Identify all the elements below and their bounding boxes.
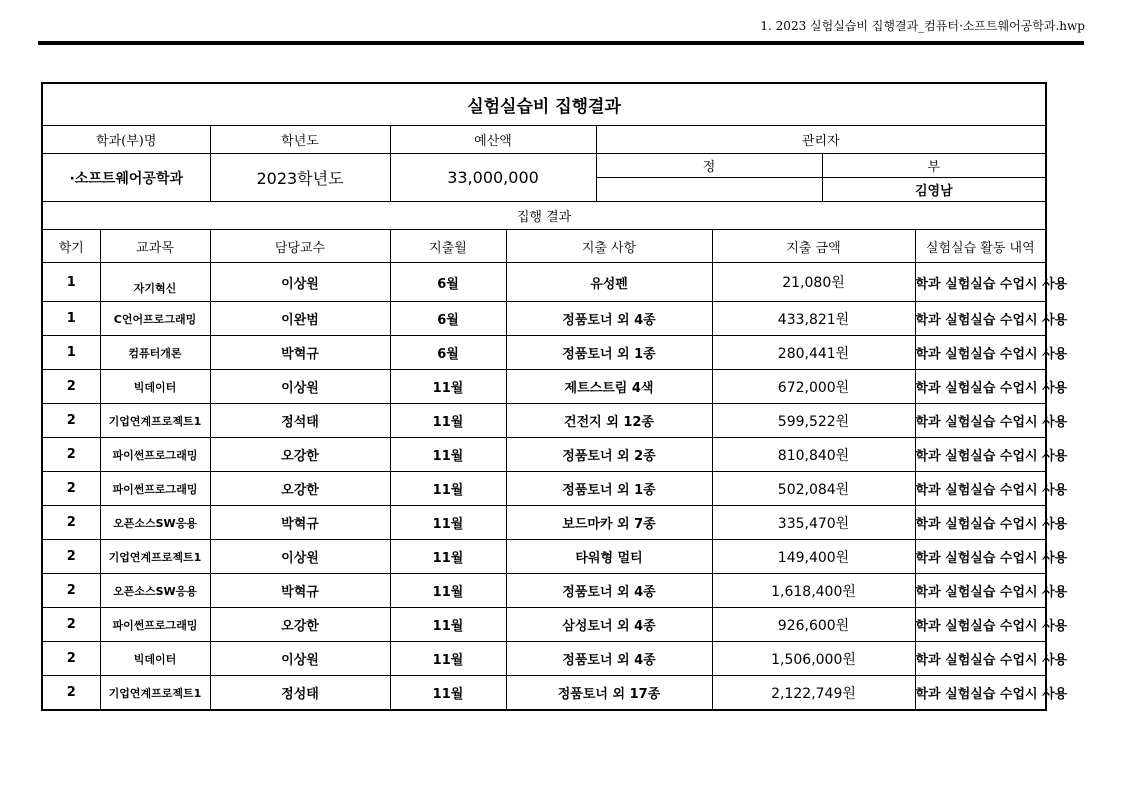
table-row <box>42 370 1046 404</box>
table-row <box>42 472 1046 506</box>
cell-course: 컴퓨터개론 <box>100 336 210 370</box>
cell-amount: 1,506,000원 <box>712 642 915 676</box>
cell-month: 11월 <box>390 506 506 540</box>
cell-month: 6월 <box>390 302 506 336</box>
table-row <box>42 676 1046 711</box>
table-row <box>42 302 1046 336</box>
cell-semester: 2 <box>42 438 100 472</box>
primary-manager-label: 정 <box>596 154 822 178</box>
deputy-manager-value: 김영남 <box>822 178 1046 202</box>
cell-semester: 2 <box>42 506 100 540</box>
col-activity: 실험실습 활동 내역 <box>915 230 1046 263</box>
cell-activity: 학과 실험실습 수업시 사용 <box>915 336 1046 370</box>
cell-professor: 오강한 <box>210 438 390 472</box>
deputy-manager-label: 부 <box>822 154 1046 178</box>
cell-activity: 학과 실험실습 수업시 사용 <box>915 370 1046 404</box>
column-header-row <box>42 230 1046 263</box>
cell-activity: 학과 실험실습 수업시 사용 <box>915 540 1046 574</box>
primary-manager-value <box>596 178 822 202</box>
table-row <box>42 642 1046 676</box>
cell-course: 파이썬프로그래밍 <box>100 472 210 506</box>
col-amount: 지출 금액 <box>712 230 915 263</box>
cell-activity: 학과 실험실습 수업시 사용 <box>915 642 1046 676</box>
cell-semester: 2 <box>42 540 100 574</box>
cell-course: 자기혁신 <box>100 263 210 302</box>
document-filename: 1. 2023 실험실습비 집행결과_컴퓨터·소프트웨어공학과.hwp <box>760 19 1085 33</box>
cell-activity: 학과 실험실습 수업시 사용 <box>915 302 1046 336</box>
cell-amount: 335,470원 <box>712 506 915 540</box>
cell-month: 11월 <box>390 540 506 574</box>
cell-month: 11월 <box>390 608 506 642</box>
cell-item: 정품토너 외 1종 <box>506 336 712 370</box>
cell-month: 11월 <box>390 574 506 608</box>
cell-activity: 학과 실험실습 수업시 사용 <box>915 676 1046 711</box>
cell-month: 6월 <box>390 336 506 370</box>
cell-amount: 1,618,400원 <box>712 574 915 608</box>
cell-item: 정품토너 외 17종 <box>506 676 712 711</box>
department-value: ·소프트웨어공학과 <box>42 154 210 202</box>
cell-semester: 2 <box>42 472 100 506</box>
cell-professor: 박혁규 <box>210 336 390 370</box>
cell-course: 파이썬프로그래밍 <box>100 438 210 472</box>
cell-semester: 2 <box>42 676 100 711</box>
cell-month: 11월 <box>390 370 506 404</box>
cell-amount: 433,821원 <box>712 302 915 336</box>
table-row <box>42 336 1046 370</box>
cell-activity: 학과 실험실습 수업시 사용 <box>915 574 1046 608</box>
table-row <box>42 263 1046 302</box>
col-professor: 담당교수 <box>210 230 390 263</box>
cell-item: 정품토너 외 1종 <box>506 472 712 506</box>
cell-semester: 2 <box>42 370 100 404</box>
cell-professor: 이완범 <box>210 302 390 336</box>
cell-activity: 학과 실험실습 수업시 사용 <box>915 506 1046 540</box>
cell-amount: 599,522원 <box>712 404 915 438</box>
cell-amount: 502,084원 <box>712 472 915 506</box>
cell-item: 정품토너 외 4종 <box>506 302 712 336</box>
cell-course: 기업연계프로젝트1 <box>100 404 210 438</box>
cell-professor: 이상원 <box>210 263 390 302</box>
cell-course: 빅데이터 <box>100 370 210 404</box>
cell-professor: 정성태 <box>210 676 390 711</box>
cell-amount: 810,840원 <box>712 438 915 472</box>
cell-professor: 오강한 <box>210 472 390 506</box>
year-value: 2023학년도 <box>210 154 390 202</box>
cell-item: 정품토너 외 2종 <box>506 438 712 472</box>
cell-semester: 2 <box>42 642 100 676</box>
cell-item: 타워형 멀티 <box>506 540 712 574</box>
cell-semester: 2 <box>42 404 100 438</box>
cell-amount: 149,400원 <box>712 540 915 574</box>
cell-course: 오픈소스SW응용 <box>100 574 210 608</box>
col-semester: 학기 <box>42 230 100 263</box>
cell-course: 빅데이터 <box>100 642 210 676</box>
cell-semester: 1 <box>42 336 100 370</box>
cell-activity: 학과 실험실습 수업시 사용 <box>915 438 1046 472</box>
cell-course: 기업연계프로젝트1 <box>100 676 210 711</box>
cell-course: 기업연계프로젝트1 <box>100 540 210 574</box>
cell-activity: 학과 실험실습 수업시 사용 <box>915 608 1046 642</box>
cell-semester: 2 <box>42 574 100 608</box>
cell-item: 제트스트림 4색 <box>506 370 712 404</box>
cell-month: 11월 <box>390 472 506 506</box>
cell-professor: 이상원 <box>210 370 390 404</box>
cell-professor: 이상원 <box>210 540 390 574</box>
cell-month: 11월 <box>390 642 506 676</box>
cell-activity: 학과 실험실습 수업시 사용 <box>915 404 1046 438</box>
cell-month: 11월 <box>390 676 506 711</box>
cell-amount: 672,000원 <box>712 370 915 404</box>
year-label: 학년도 <box>210 126 390 154</box>
table-row <box>42 540 1046 574</box>
cell-item: 건전지 외 12종 <box>506 404 712 438</box>
expense-report-table <box>41 82 1068 711</box>
col-item: 지출 사항 <box>506 230 712 263</box>
cell-item: 정품토너 외 4종 <box>506 642 712 676</box>
cell-item: 정품토너 외 4종 <box>506 574 712 608</box>
header-rule <box>38 41 1084 45</box>
cell-amount: 21,080원 <box>712 263 915 302</box>
cell-professor: 이상원 <box>210 642 390 676</box>
cell-professor: 박혁규 <box>210 506 390 540</box>
budget-value: 33,000,000 <box>390 154 596 202</box>
cell-professor: 정석태 <box>210 404 390 438</box>
col-month: 지출월 <box>390 230 506 263</box>
cell-month: 11월 <box>390 438 506 472</box>
cell-professor: 오강한 <box>210 608 390 642</box>
budget-label: 예산액 <box>390 126 596 154</box>
cell-activity: 학과 실험실습 수업시 사용 <box>915 263 1046 302</box>
table-row <box>42 404 1046 438</box>
cell-month: 11월 <box>390 404 506 438</box>
cell-course: 오픈소스SW응용 <box>100 506 210 540</box>
report-title: 실험실습비 집행결과 <box>42 83 1046 126</box>
cell-amount: 280,441원 <box>712 336 915 370</box>
section-title: 집행 결과 <box>42 202 1046 230</box>
cell-course: C언어프로그래밍 <box>100 302 210 336</box>
department-label: 학과(부)명 <box>42 126 210 154</box>
cell-course: 파이썬프로그래밍 <box>100 608 210 642</box>
cell-activity: 학과 실험실습 수업시 사용 <box>915 472 1046 506</box>
table-row <box>42 506 1046 540</box>
table-row <box>42 574 1046 608</box>
manager-label: 관리자 <box>596 126 1046 154</box>
cell-semester: 1 <box>42 263 100 302</box>
col-course: 교과목 <box>100 230 210 263</box>
cell-month: 6월 <box>390 263 506 302</box>
table-row <box>42 608 1046 642</box>
cell-amount: 2,122,749원 <box>712 676 915 711</box>
cell-professor: 박혁규 <box>210 574 390 608</box>
cell-amount: 926,600원 <box>712 608 915 642</box>
cell-semester: 1 <box>42 302 100 336</box>
cell-item: 삼성토너 외 4종 <box>506 608 712 642</box>
cell-item: 유성펜 <box>506 263 712 302</box>
cell-semester: 2 <box>42 608 100 642</box>
cell-item: 보드마카 외 7종 <box>506 506 712 540</box>
table-row <box>42 438 1046 472</box>
